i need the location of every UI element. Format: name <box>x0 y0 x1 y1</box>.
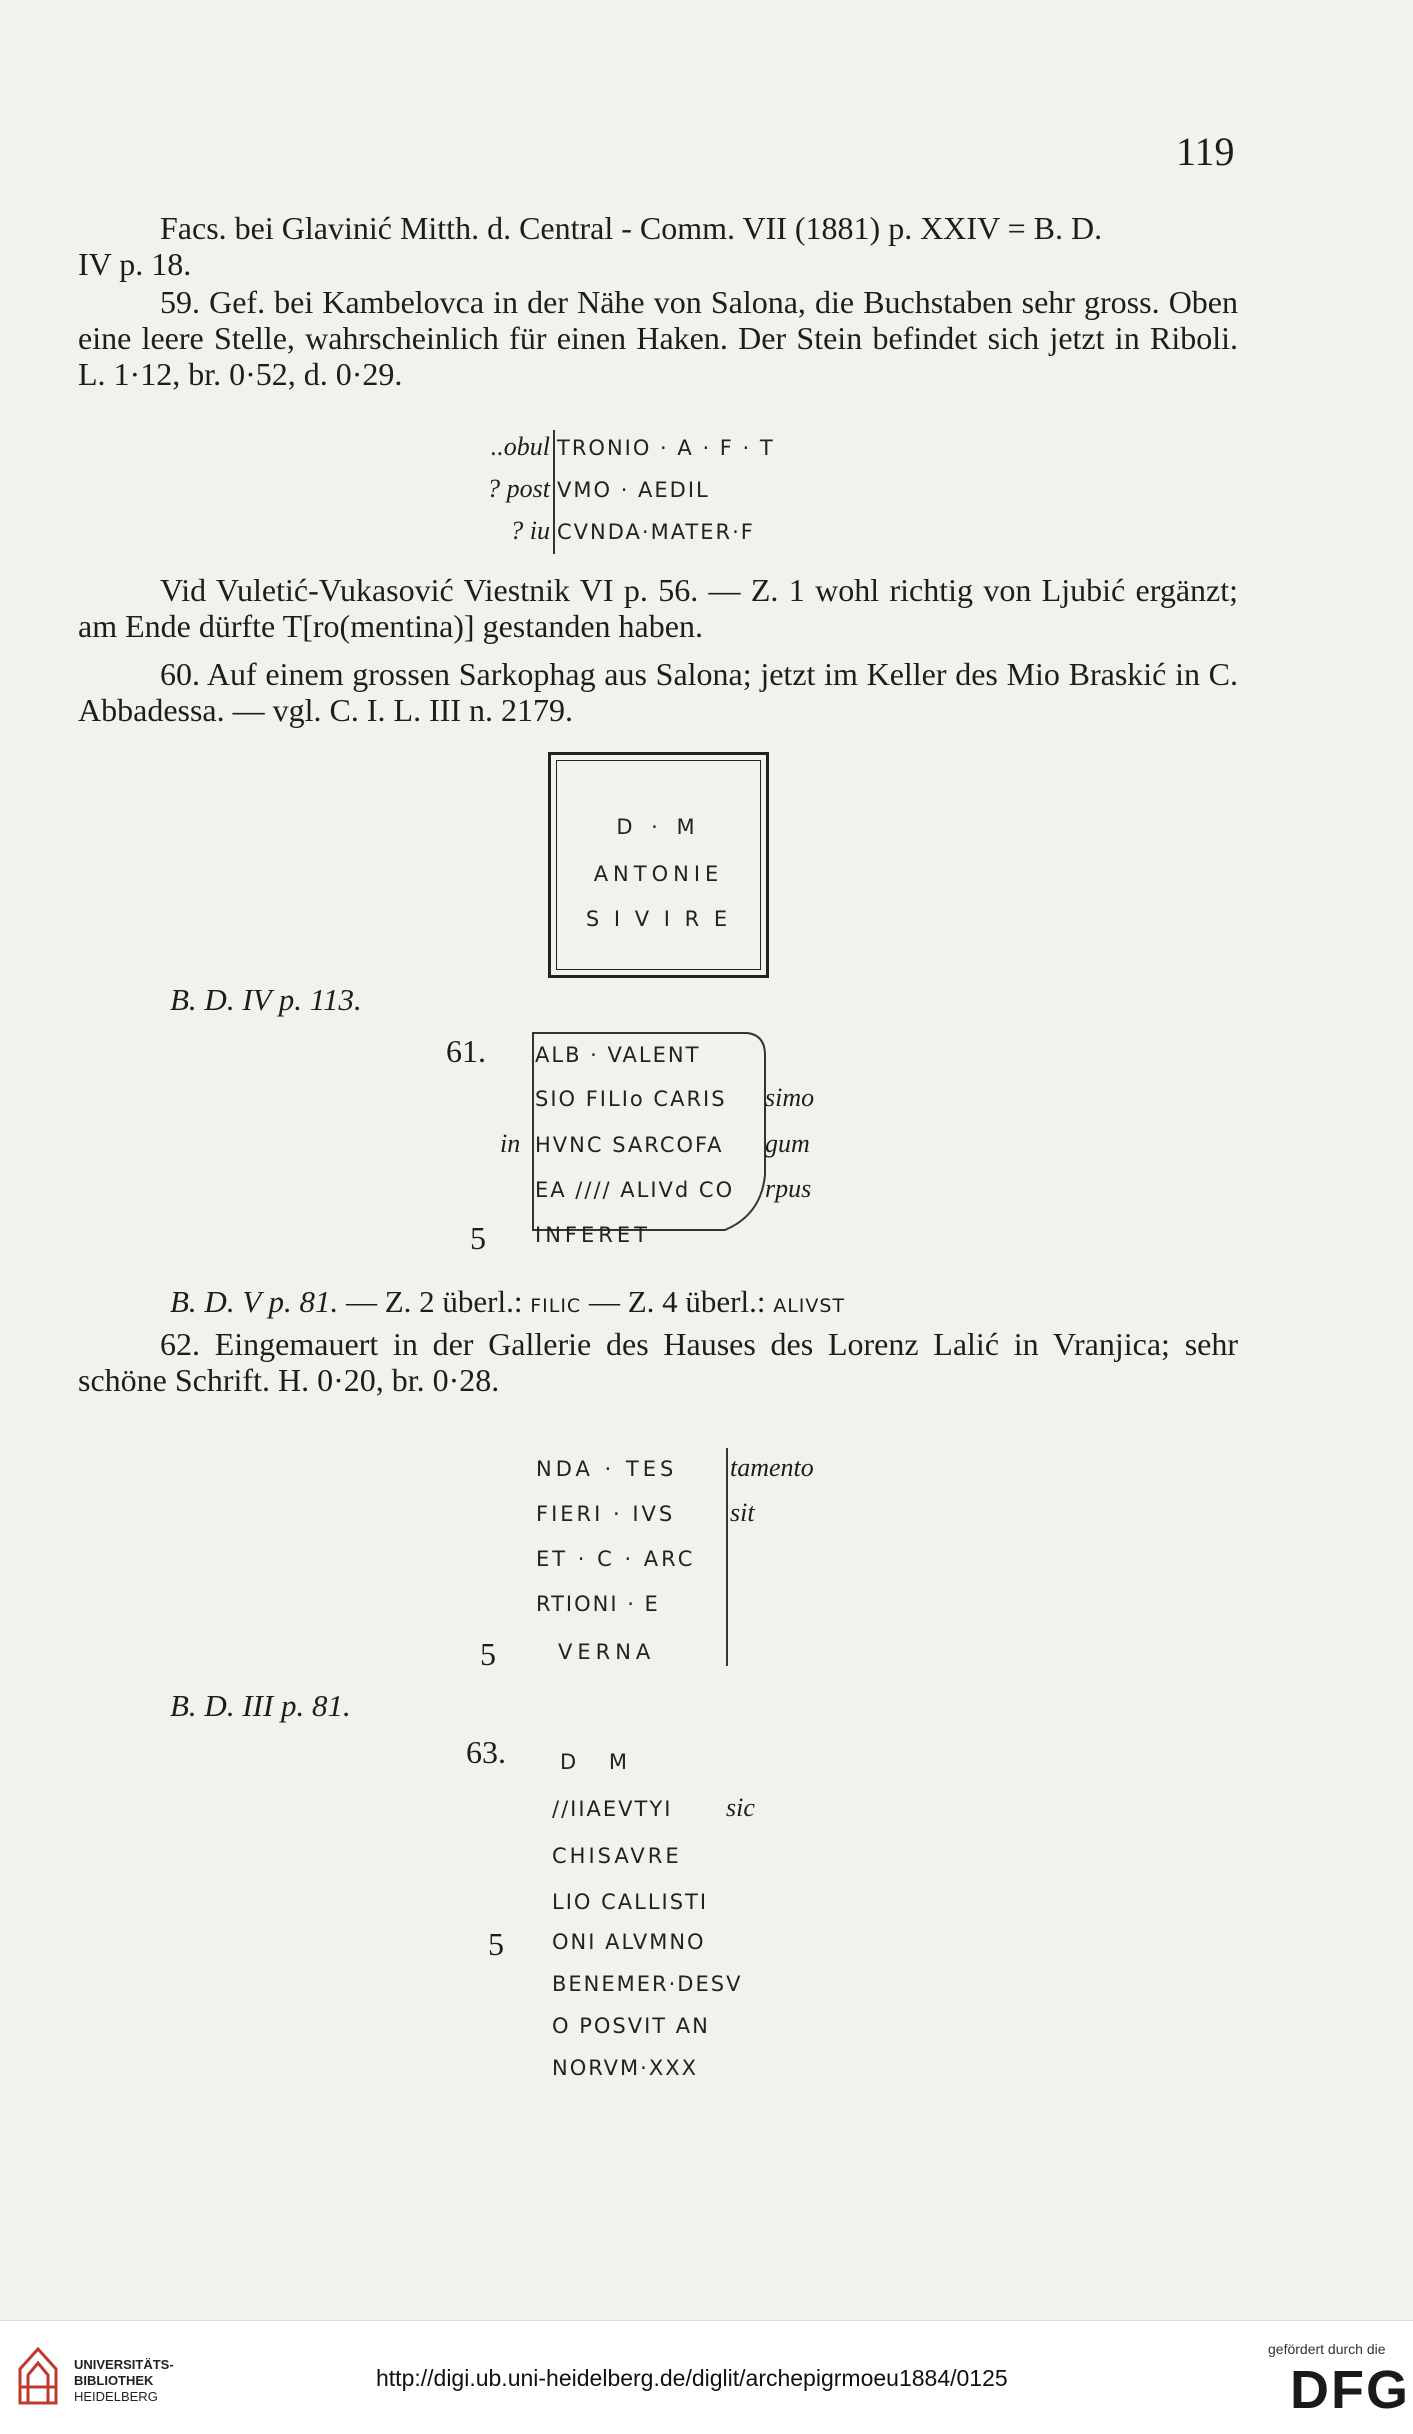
inscription-line: FIERI · IVS <box>536 1502 676 1526</box>
inscription-line: BENEMER·DESV <box>552 1972 743 1996</box>
inscription-line: LIO CALLISTI <box>552 1890 709 1914</box>
entry-60-text: 60. Auf einem grossen Sarkophag aus Salona; jetzt im Keller des Mio Braskić in C. Abbadessa. — vgl. C. I. L. III n. 2179. <box>78 656 1238 728</box>
box-line-dm: D · M <box>616 815 701 839</box>
inscription-line: D M <box>560 1750 630 1774</box>
entry-60-reference: B. D. IV p. 113. <box>170 982 362 1017</box>
inscription-line: ALB · VALENT <box>535 1043 701 1067</box>
inscription-line: VERNA <box>558 1640 656 1664</box>
ref-note-4: — Z. 4 überl.: <box>588 1284 766 1319</box>
facs-line-1: Facs. bei Glavinić Mitth. d. Central - Comm. VII (1881) p. XXIV = B. D. <box>160 210 1103 246</box>
inscription-edge-line <box>726 1448 728 1666</box>
inscription-suffix: sit <box>730 1498 755 1527</box>
line-number-5: 5 <box>488 1926 504 1962</box>
entry-62-reference: B. D. III p. 81. <box>170 1688 351 1723</box>
entry-59-note: Vid Vuletić-Vukasović Viestnik VI p. 56. — Z. 1 wohl richtig von Ljubić ergänzt; am Ende dürfte T[ro(mentina)] gestanden haben. <box>78 572 1238 644</box>
permalink-url[interactable]: http://digi.ub.uni-heidelberg.de/diglit/archepigrmoeu1884/0125 <box>376 2365 1008 2391</box>
ref-reading-4: ALIVST <box>773 1295 846 1317</box>
inscription-line: TRONIO · A · F · T <box>557 436 775 460</box>
inscription-prefix: ? post <box>487 474 550 503</box>
inscription-suffix: gum <box>765 1129 810 1158</box>
inscription-line: VMO · AEDIL <box>557 478 710 502</box>
inscription-prefix: in <box>500 1129 521 1158</box>
inscription-line: EA //// ALIVd CO <box>535 1178 735 1202</box>
inscription-line: SIO FILIo CARIS <box>535 1087 727 1111</box>
entry-59-text: 59. Gef. bei Kambelovca in der Nähe von Salona, die Buchstaben sehr gross. Oben eine leere Stelle, wahrscheinlich für einen Haken. Der Stein befindet sich jetzt in Riboli. L. 1·12, br. 0·52, d. 0·29. <box>78 284 1238 392</box>
box-line-sivire: S I V I R E <box>585 907 732 931</box>
facs-line-2: IV p. 18. <box>78 246 192 282</box>
inscription-line: ONI ALVMNO <box>552 1930 706 1954</box>
inscription-line: //IIAEVTYI <box>552 1797 673 1821</box>
library-line-3: HEIDELBERG <box>74 2389 158 2404</box>
inscription-line: HVNC SARCOFA <box>535 1133 724 1157</box>
library-line-2: BIBLIOTHEK <box>74 2373 154 2388</box>
inscription-line: ET · C · ARC <box>536 1547 696 1571</box>
inscription-line: O POSVIT AN <box>552 2014 710 2038</box>
ref-reading-2: FILIC <box>530 1295 582 1317</box>
inscription-suffix: tamento <box>730 1453 814 1482</box>
inscription-suffix: simo <box>765 1083 815 1112</box>
inscription-line: NORVM·XXX <box>552 2056 698 2080</box>
ref-note-2: — Z. 2 überl.: <box>345 1284 523 1319</box>
inscription-prefix: ? iu <box>510 516 550 545</box>
inscription-line: INFERET <box>535 1223 651 1247</box>
box-line-antonie: ANTONIE <box>593 862 724 886</box>
entry-60-sarcophagus-frame <box>548 752 769 978</box>
inscription-line: CHISAVRE <box>552 1844 682 1868</box>
funding-label: gefördert durch die <box>1268 2341 1386 2357</box>
line-number-5: 5 <box>470 1220 486 1256</box>
library-name <box>74 2357 174 2405</box>
inscription-line: NDA · TES <box>536 1457 678 1481</box>
inscription-suffix: rpus <box>765 1174 812 1203</box>
inscription-line: RTIONI · E <box>536 1592 660 1616</box>
facs-reference <box>78 210 1238 282</box>
sic-note: sic <box>726 1793 755 1822</box>
entry-62-text: 62. Eingemauert in der Gallerie des Hauses des Lorenz Lalić in Vranjica; sehr schöne Schrift. H. 0·20, br. 0·28. <box>78 1326 1238 1398</box>
inscription-prefix: ..obul <box>490 432 550 461</box>
entry-61-number: 61. <box>446 1033 486 1069</box>
ref-source: B. D. V p. 81. <box>170 1284 339 1319</box>
library-line-1: UNIVERSITÄTS- <box>74 2357 174 2372</box>
line-number-5: 5 <box>480 1636 496 1672</box>
inscription-edge-line <box>553 430 555 554</box>
entry-61-reference <box>170 1284 845 1320</box>
inscription-line: CVNDA·MATER·F <box>557 520 755 544</box>
university-logo-icon <box>14 2343 62 2407</box>
footer-bar <box>0 2320 1413 2434</box>
page-number: 119 <box>1176 129 1235 174</box>
entry-63-number: 63. <box>466 1734 506 1770</box>
dfg-logo: DFG <box>1290 2360 1410 2420</box>
